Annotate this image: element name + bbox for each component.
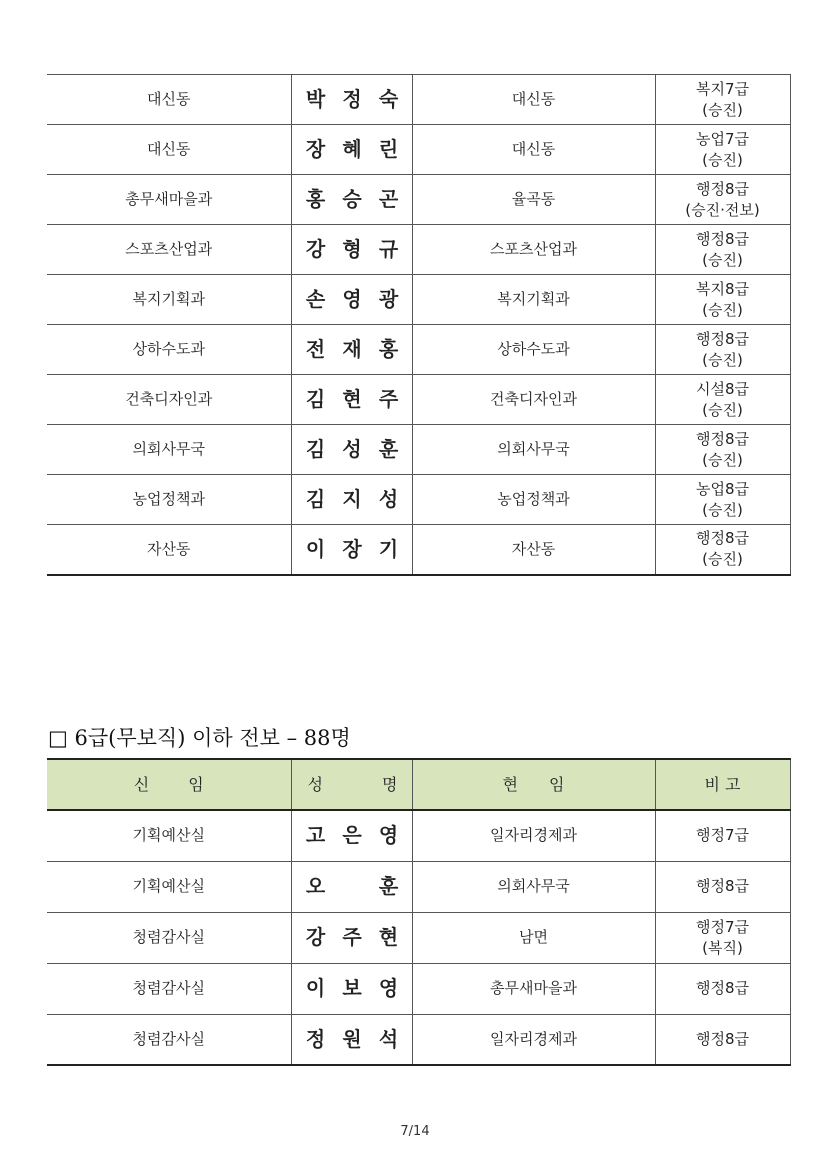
- table-row: [47, 325, 790, 375]
- note-cell: [655, 525, 790, 575]
- current-post-cell: 복지기획과: [412, 275, 655, 325]
- header-current-post-char-1: 현: [502, 775, 518, 794]
- current-post-cell: 일자리경제과: [412, 1014, 655, 1065]
- current-post-cell: 농업정책과: [412, 475, 655, 525]
- note-line: 행정8급: [695, 429, 749, 448]
- table-row: [47, 1014, 790, 1065]
- note-line: 농업8급: [695, 479, 749, 498]
- name-cell: [291, 861, 412, 912]
- new-post-cell: 청렴감사실: [47, 963, 291, 1014]
- name-char: 숙: [378, 87, 399, 111]
- name-char: 전: [305, 337, 326, 361]
- name-char: 이: [305, 536, 326, 561]
- name-char: 곤: [378, 187, 399, 211]
- name-cell: [291, 475, 412, 525]
- name-char: 김: [305, 387, 326, 411]
- name-char: 홍: [378, 337, 399, 361]
- name-char: 김: [305, 437, 326, 461]
- name-char: 지: [342, 487, 362, 511]
- name-char: 훈: [378, 437, 399, 461]
- personnel-transfer-table: [47, 758, 791, 1066]
- table-header-row: [47, 759, 790, 810]
- note-line: (승진): [702, 300, 743, 319]
- current-post-cell: 상하수도과: [412, 325, 655, 375]
- page-number: 7/14: [400, 1124, 430, 1139]
- header-name-char-1: 성: [307, 775, 323, 794]
- name-cell: [291, 810, 412, 861]
- note-cell: [655, 963, 790, 1014]
- note-cell: [655, 125, 790, 175]
- note-line: 행정8급: [695, 979, 749, 997]
- table-row: [47, 275, 790, 325]
- new-post-cell: 기획예산실: [47, 861, 291, 912]
- name-char: 훈: [378, 874, 399, 898]
- name-char: 성: [342, 437, 362, 461]
- name-char: 린: [378, 137, 399, 161]
- new-post-cell: 청렴감사실: [47, 1014, 291, 1065]
- table-row: [47, 425, 790, 475]
- new-post-cell: 농업정책과: [47, 475, 291, 525]
- current-post-cell: 의회사무국: [412, 861, 655, 912]
- note-line: 행정8급: [695, 529, 749, 548]
- note-cell: [655, 1014, 790, 1065]
- note-line: 복지8급: [695, 279, 749, 298]
- note-line: (승진): [702, 150, 743, 169]
- name-cell: [291, 225, 412, 275]
- new-post-cell: 청렴감사실: [47, 912, 291, 963]
- note-line: (승진): [702, 100, 743, 119]
- name-cell: [291, 912, 412, 963]
- header-new-post: [47, 759, 291, 810]
- note-line: 복지7급: [695, 79, 749, 98]
- table-row: [47, 375, 790, 425]
- name-cell: [291, 425, 412, 475]
- current-post-cell: 자산동: [412, 525, 655, 575]
- name-char: 규: [378, 237, 399, 261]
- name-char: 은: [342, 823, 362, 848]
- current-post-cell: 총무새마을과: [412, 963, 655, 1014]
- new-post-cell: 대신동: [47, 75, 291, 125]
- note-line: 행정8급: [695, 1029, 749, 1048]
- note-line: 행정8급: [695, 329, 749, 348]
- name-char: [342, 876, 362, 897]
- section-heading: □ 6급(무보직) 이하 전보 – 88명: [48, 726, 351, 750]
- table-row: [47, 861, 790, 912]
- note-line: 행정7급: [695, 826, 749, 845]
- new-post-cell: 건축디자인과: [47, 375, 291, 425]
- note-line: (승진): [702, 350, 743, 369]
- name-char: 영: [342, 287, 362, 311]
- header-name-char-2: 명: [382, 775, 398, 794]
- personnel-table-continued: [47, 74, 791, 576]
- header-new-post-char-2: 임: [188, 775, 204, 794]
- new-post-cell: 총무새마을과: [47, 175, 291, 225]
- name-char: 홍: [305, 187, 326, 211]
- new-post-cell: 대신동: [47, 125, 291, 175]
- table-row: [47, 912, 790, 963]
- name-cell: [291, 325, 412, 375]
- header-name: [291, 759, 412, 810]
- note-line: 행정8급: [695, 179, 749, 198]
- name-cell: [291, 525, 412, 575]
- note-line: 농업7급: [695, 129, 749, 148]
- name-cell: [291, 75, 412, 125]
- header-new-post-char-1: 신: [133, 775, 150, 794]
- name-char: 강: [305, 925, 326, 949]
- note-line: 시설8급: [695, 379, 749, 398]
- name-char: 장: [342, 536, 362, 561]
- table-row: [47, 75, 790, 125]
- current-post-cell: 대신동: [412, 125, 655, 175]
- name-cell: [291, 963, 412, 1014]
- name-char: 현: [342, 387, 362, 411]
- name-char: 석: [378, 1026, 399, 1051]
- name-char: 정: [342, 87, 362, 111]
- current-post-cell: 일자리경제과: [412, 810, 655, 861]
- name-char: 재: [342, 337, 362, 361]
- note-cell: [655, 275, 790, 325]
- new-post-cell: 의회사무국: [47, 425, 291, 475]
- note-line: 행정8급: [695, 877, 749, 895]
- name-char: 영: [378, 823, 399, 848]
- note-line: (승진): [702, 250, 743, 269]
- name-char: 성: [378, 487, 399, 511]
- note-cell: [655, 861, 790, 912]
- name-char: 손: [305, 287, 326, 311]
- name-char: 보: [342, 976, 362, 1000]
- name-char: 박: [305, 87, 326, 111]
- current-post-cell: 남면: [412, 912, 655, 963]
- table-row: [47, 175, 790, 225]
- name-cell: [291, 175, 412, 225]
- name-char: 승: [342, 187, 362, 211]
- note-cell: [655, 175, 790, 225]
- name-char: 광: [378, 287, 399, 311]
- note-cell: [655, 810, 790, 861]
- note-cell: [655, 475, 790, 525]
- note-cell: [655, 375, 790, 425]
- name-char: 정: [305, 1026, 326, 1051]
- new-post-cell: 자산동: [47, 525, 291, 575]
- current-post-cell: 스포츠산업과: [412, 225, 655, 275]
- current-post-cell: 의회사무국: [412, 425, 655, 475]
- name-char: 원: [342, 1026, 362, 1051]
- note-line: (복직): [702, 938, 743, 957]
- name-char: 이: [305, 976, 326, 1000]
- table-row: [47, 475, 790, 525]
- current-post-cell: 대신동: [412, 75, 655, 125]
- new-post-cell: 상하수도과: [47, 325, 291, 375]
- note-line: 행정8급: [695, 229, 749, 248]
- header-current-post-char-2: 임: [549, 775, 565, 794]
- name-char: 강: [305, 237, 326, 261]
- new-post-cell: 스포츠산업과: [47, 225, 291, 275]
- note-line: (승진): [702, 500, 743, 519]
- header-current-post: [412, 759, 655, 810]
- name-char: 장: [305, 137, 326, 161]
- table-row: [47, 225, 790, 275]
- note-line: (승진): [702, 450, 743, 469]
- name-cell: [291, 275, 412, 325]
- current-post-cell: 건축디자인과: [412, 375, 655, 425]
- name-cell: [291, 1014, 412, 1065]
- table-row: [47, 125, 790, 175]
- name-char: 영: [378, 976, 399, 1000]
- name-cell: [291, 125, 412, 175]
- note-cell: [655, 225, 790, 275]
- new-post-cell: 기획예산실: [47, 810, 291, 861]
- name-char: 고: [305, 823, 326, 848]
- current-post-cell: 율곡동: [412, 175, 655, 225]
- note-line: (승진): [702, 400, 743, 419]
- name-char: 혜: [342, 137, 362, 161]
- note-line: (승진·전보): [685, 200, 760, 219]
- name-char: 주: [342, 925, 362, 949]
- table-row: [47, 810, 790, 861]
- note-line: 행정7급: [695, 917, 749, 936]
- note-cell: [655, 325, 790, 375]
- name-char: 김: [305, 487, 326, 511]
- name-char: 현: [378, 925, 399, 949]
- name-char: 오: [305, 874, 326, 898]
- name-char: 형: [342, 237, 362, 261]
- note-cell: [655, 425, 790, 475]
- note-cell: [655, 912, 790, 963]
- table2-body: [47, 759, 790, 1065]
- note-line: (승진): [702, 550, 743, 569]
- table-row: [47, 963, 790, 1014]
- note-cell: [655, 75, 790, 125]
- table-row: [47, 525, 790, 575]
- name-char: 주: [378, 387, 399, 411]
- header-note: 비 고: [655, 759, 790, 810]
- new-post-cell: 복지기획과: [47, 275, 291, 325]
- name-cell: [291, 375, 412, 425]
- table1-body: [47, 75, 790, 575]
- name-char: 기: [378, 536, 399, 561]
